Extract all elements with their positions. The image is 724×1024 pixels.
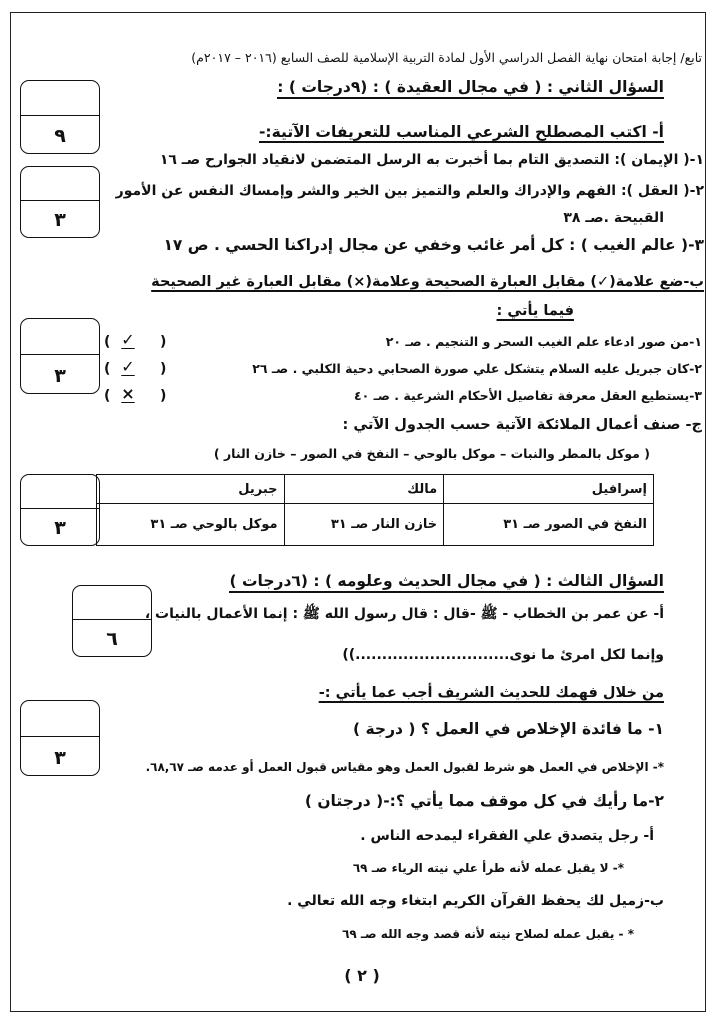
case-b: ب-زميل لك يحفظ القرآن الكريم ابتغاء وجه الله تعالي . (287, 893, 664, 909)
page-number: ( ٢ ) (344, 966, 380, 985)
score-box-q3 (72, 585, 152, 657)
hadith-line-1: أ- عن عمر بن الخطاب - ﷺ -قال : قال رسول الله ﷺ : إنما الأعمال بالنيات ، (144, 606, 664, 622)
score-value: ٦ (106, 628, 118, 650)
sub-question-1: ١- ما فائدة الإخلاص في العمل ؟ ( درجة ) (353, 720, 664, 738)
part-c-title: ج- صنف أعمال الملائكة الآتية حسب الجدول الآتي : (342, 417, 702, 433)
score-box-q3-sub (20, 700, 100, 776)
score-value: ٣ (54, 365, 66, 387)
table-row (97, 504, 654, 546)
true-false-item-1: ١-من صور ادعاء علم الغيب السحر و التنجيم . صـ ٢٠ (385, 334, 702, 349)
paren-close: ) (160, 388, 167, 404)
score-box-part-a (20, 166, 100, 238)
answer-b: * - يقبل عمله لصلاح نيته لأنه قصد وجه الله صـ ٦٩ (342, 927, 634, 941)
score-box-q2 (20, 80, 100, 154)
paren-open: ( (104, 388, 111, 404)
part-a-title: أ- اكتب المصطلح الشرعي المناسب للتعريفات الآتية:- (259, 123, 664, 141)
case-a: أ- رجل يتصدق علي الفقراء ليمدحه الناس . (360, 828, 654, 844)
table-cell: خازن النار صـ ٣١ (284, 504, 444, 546)
hadith-line-2: وإنما لكل امرئ ما نوى.............................)) (342, 647, 664, 663)
part-c-options: ( موكل بالمطر والنبات – موكل بالوحي – النفخ في الصور – خازن النار ) (213, 446, 650, 461)
question-2-title: السؤال الثاني : ( في مجال العقيدة ) : (٩درجات ) : (277, 78, 664, 96)
table-cell: النفخ في الصور صـ ٣١ (444, 504, 654, 546)
score-box-part-c (20, 474, 100, 546)
score-value: ٣ (54, 517, 66, 539)
score-value: ٣ (54, 747, 66, 769)
hadith-instruction: من خلال فهمك للحديث الشريف أجب عما يأتي :- (318, 685, 664, 701)
table-header-cell: جبريل (97, 475, 285, 504)
definition-item-1: ١-( الإيمان ): التصديق التام بما أخبرت به الرسل المتضمن لانقياد الجوارح صـ ١٦ (159, 152, 704, 168)
angels-table (96, 474, 654, 546)
paren-open: ( (104, 334, 111, 350)
table-header-cell: إسرافيل (444, 475, 654, 504)
score-box-part-b (20, 318, 100, 394)
question-3-title: السؤال الثالث : ( في مجال الحديث وعلومه ) : (٦درجات ) (229, 572, 664, 590)
score-value: ٣ (54, 209, 66, 231)
paren-close: ) (160, 334, 167, 350)
table-cell: موكل بالوحي صـ ٣١ (97, 504, 285, 546)
check-mark-icon: ✓ (121, 357, 135, 376)
definition-item-2: ٢-( العقل ): الفهم والإدراك والعلم والتميز بين الخير والشر وإمساك النفس عن الأمور (115, 183, 704, 199)
paren-close: ) (160, 361, 167, 377)
page-header: تابع/ إجابة امتحان نهاية الفصل الدراسي الأول لمادة التربية الإسلامية للصف السابع (٢٠١٦ – ٢٠١٧م) (191, 50, 702, 65)
true-false-item-2: ٢-كان جبريل عليه السلام يتشكل علي صورة الصحابي دحية الكلبي . صـ ٢٦ (252, 361, 702, 376)
definition-item-3: ٣-( عالم الغيب ) : كل أمر غائب وخفي عن مجال إدراكنا الحسي . ص ١٧ (163, 236, 704, 254)
part-b-title: ب-ضع علامة(✓) مقابل العبارة الصحيحة وعلامة(×) مقابل العبارة غير الصحيحة (151, 274, 704, 290)
score-value: ٩ (54, 125, 66, 147)
sub-question-2: ٢-ما رأيك في كل موقف مما يأتي ؟:-( درجتان ) (304, 792, 664, 810)
part-b-title-cont: فيما يأتي : (496, 303, 574, 319)
sub-answer-1: *- الإخلاص في العمل هو شرط لقبول العمل وهو مقياس قبول العمل أو عدمه صـ ٦٨,٦٧. (145, 760, 664, 774)
answer-a: *- لا يقبل عمله لأنه طرأ علي نيته الرياء صـ ٦٩ (352, 861, 624, 875)
definition-item-2-cont: القبيحة .صـ ٣٨ (563, 210, 664, 226)
table-header-row (97, 475, 654, 504)
table-header-cell: مالك (284, 475, 444, 504)
paren-open: ( (104, 361, 111, 377)
check-mark-icon: ✓ (121, 330, 135, 349)
cross-mark-icon: × (121, 384, 135, 403)
true-false-item-3: ٣-يستطيع العقل معرفة تفاصيل الأحكام الشرعية . صـ ٤٠ (353, 388, 702, 403)
